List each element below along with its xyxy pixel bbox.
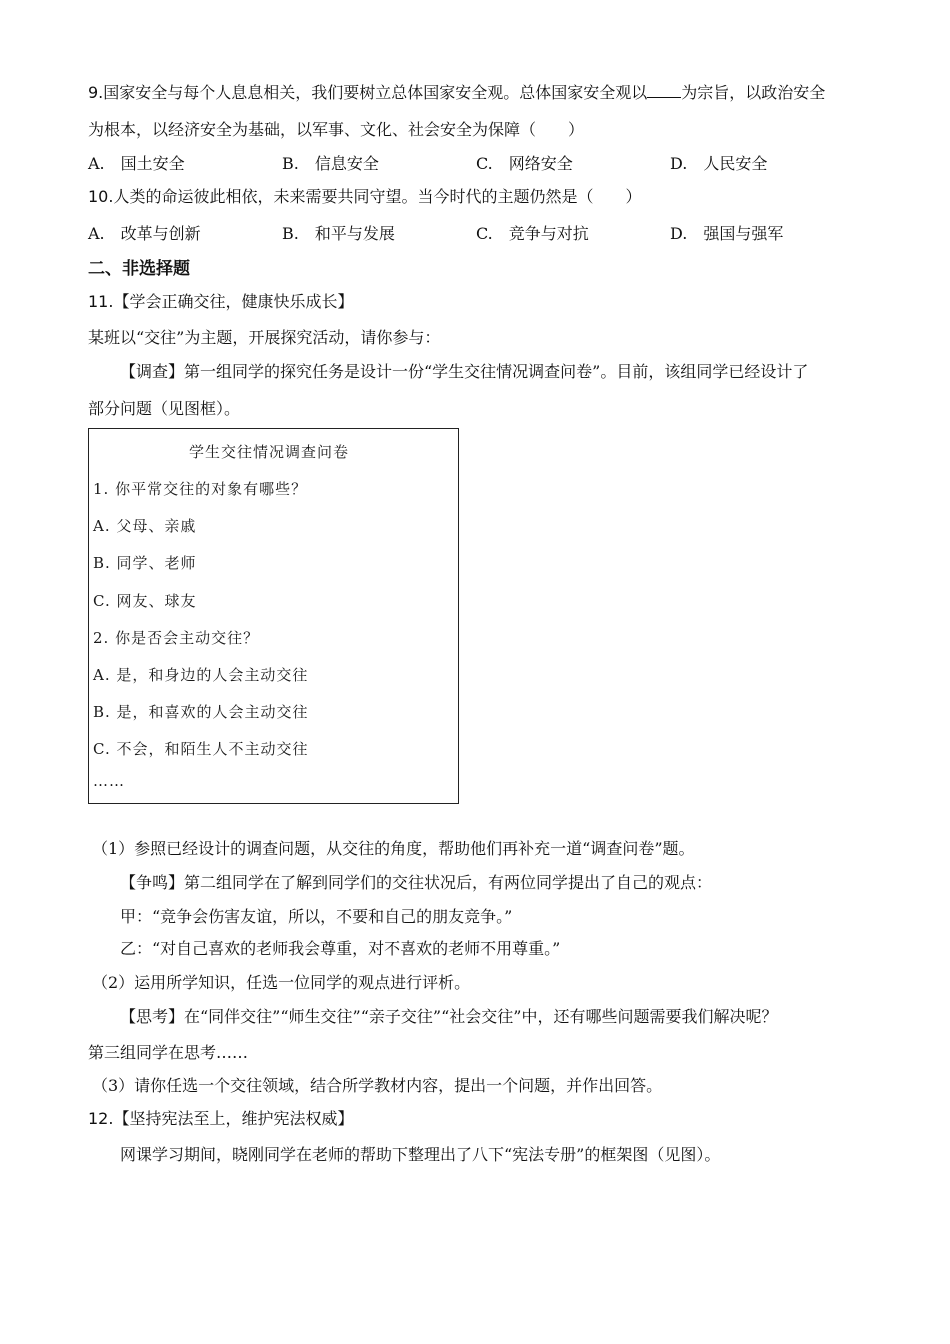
q9-text-b: 为宗旨，以政治安全: [681, 83, 826, 102]
q12-title: 【坚持宪法至上，维护宪法权威】: [113, 1109, 354, 1128]
q11-yi: 乙：“对自己喜欢的老师我会尊重，对不喜欢的老师不用尊重。”: [120, 939, 561, 958]
questionnaire-line: ……: [93, 772, 125, 790]
q9-line1: [88, 80, 825, 103]
q11-number: 11.: [88, 292, 114, 311]
q10-line: [88, 184, 641, 207]
q11-intro: 某班以“交往”为主题，开展探究活动，请你参与：: [88, 328, 441, 347]
questionnaire-box: [88, 428, 459, 804]
q9-line2: 为根本，以经济安全为基础，以军事、文化、社会安全为保障（ ）: [88, 120, 585, 139]
questionnaire-line: B. 同学、老师: [93, 554, 197, 572]
q9-option-b: B. 信息安全: [282, 154, 379, 173]
q11-debate: 【争鸣】第二组同学在了解到同学们的交往状况后，有两位同学提出了自己的观点：: [120, 873, 713, 892]
questionnaire-line: C. 不会，和陌生人不主动交往: [93, 740, 309, 758]
q12-text: 网课学习期间，晓刚同学在老师的帮助下整理出了八下“宪法专册”的框架图（见图）。: [120, 1145, 721, 1164]
q11-sub3: （3）请你任选一个交往领域，结合所学教材内容，提出一个问题，并作出回答。: [92, 1076, 663, 1095]
q10-text: 人类的命运彼此相依，未来需要共同守望。当今时代的主题仍然是（ ）: [113, 187, 642, 206]
q9-text-a: 国家安全与每个人息息相关，我们要树立总体国家安全观。总体国家安全观以: [103, 83, 648, 102]
q11-jia: 甲：“竞争会伤害友谊，所以，不要和自己的朋友竞争。”: [120, 907, 513, 926]
q10-number: 10.: [88, 187, 114, 206]
questionnaire-title: 学生交往情况调查问卷: [189, 443, 350, 461]
q9-option-a: A. 国土安全: [88, 154, 185, 173]
q11-sub1: （1）参照已经设计的调查问题，从交往的角度，帮助他们再补充一道“调查问卷”题。: [92, 839, 695, 858]
q11-title: 【学会正确交往，健康快乐成长】: [113, 292, 354, 311]
q11-think-line2: 第三组同学在思考……: [88, 1043, 249, 1062]
q9-blank: [647, 83, 681, 98]
q12-number: 12.: [88, 1109, 114, 1128]
q11-survey-line1: 【调查】第一组同学的探究任务是设计一份“学生交往情况调查问卷”。目前，该组同学已经设计了: [120, 362, 809, 381]
q10-option-b: B. 和平与发展: [282, 224, 395, 243]
q11-survey-line2: 部分问题（见图框）。: [88, 399, 241, 418]
questionnaire-line: C. 网友、球友: [93, 592, 197, 610]
questionnaire-line: B. 是，和喜欢的人会主动交往: [93, 703, 309, 721]
questionnaire-line: 2. 你是否会主动交往？: [93, 629, 260, 647]
q11-think-line1: 【思考】在“同伴交往”“师生交往”“亲子交往”“社会交往”中，还有哪些问题需要我们解决呢？: [120, 1007, 778, 1026]
q10-option-d: D. 强国与强军: [670, 224, 784, 243]
q10-option-c: C. 竞争与对抗: [476, 224, 589, 243]
section-heading: 二、非选择题: [88, 259, 190, 279]
q11-sub2: （2）运用所学知识，任选一位同学的观点进行评析。: [92, 973, 471, 992]
q10-option-a: A. 改革与创新: [88, 224, 201, 243]
q11-title-line: [88, 289, 353, 312]
questionnaire-line: 1. 你平常交往的对象有哪些？: [93, 480, 308, 498]
q9-option-d: D. 人民安全: [670, 154, 768, 173]
q12-title-line: [88, 1106, 353, 1129]
questionnaire-line: A. 父母、亲戚: [93, 517, 197, 535]
questionnaire-line: A. 是，和身边的人会主动交往: [93, 666, 309, 684]
q9-number: 9.: [88, 83, 104, 102]
q9-option-c: C. 网络安全: [476, 154, 573, 173]
